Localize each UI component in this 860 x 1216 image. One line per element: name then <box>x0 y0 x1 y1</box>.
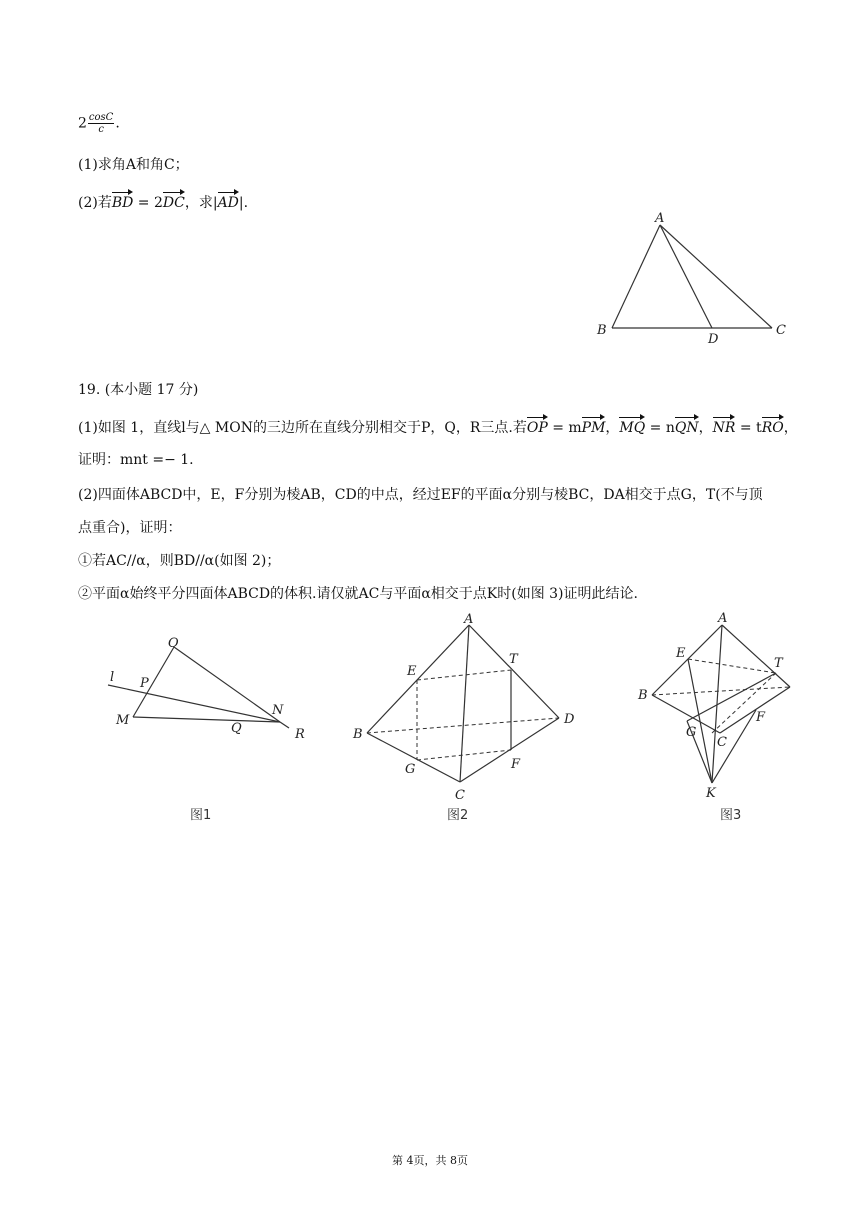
q19-part2-line1: (2)四面体ABCD中，E，F分别为棱AB，CD的中点，经过EF的平面α分别与棱BC，DA相交于点G，T(不与顶 <box>78 487 763 503</box>
label-l: l <box>110 670 115 685</box>
label-E: E <box>407 664 417 679</box>
q18-triangle-figure <box>590 210 800 350</box>
label-E: E <box>676 646 686 661</box>
label-C: C <box>776 323 786 338</box>
q18-part2: (2)若BD = 2DC，求|AD|. <box>78 190 248 213</box>
q19-item2: ②平面α始终平分四面体ABCD的体积.请仅就AC与平面α相交于点K时(如图 3)证明此结论. <box>78 586 638 602</box>
q19-item1: ①若AC//α，则BD//α(如图 2)； <box>78 553 281 569</box>
label-T: T <box>509 652 518 667</box>
q18-condition-tail: 2 $\frac{\cos C}{c}$ . <box>78 112 120 135</box>
label-B: B <box>638 688 648 703</box>
label-Q: Q <box>231 721 242 736</box>
label-D: D <box>708 332 719 347</box>
label-R: R <box>295 727 305 742</box>
q18-part1: (1)求角A和角C； <box>78 157 189 173</box>
label-P: P <box>140 676 149 691</box>
label-B: B <box>597 323 607 338</box>
q19-part1-line2: 证明：mnt =− 1. <box>78 452 194 468</box>
label-G: G <box>405 762 416 777</box>
label-O: O <box>168 636 179 651</box>
label-D: D <box>564 712 575 727</box>
q19-header: 19. (本小题 17 分) <box>78 382 199 398</box>
figure-2-caption: 图2 <box>447 808 469 823</box>
label-N: N <box>272 703 284 718</box>
label-K: K <box>706 786 716 801</box>
q19-part1-line1: (1)如图 1，直线l与△ MON的三边所在直线分别相交于P，Q，R三点.若OP = mPM，MQ = nQN，NR = tRO， <box>78 415 798 438</box>
label-A: A <box>464 612 474 627</box>
label-B: B <box>353 727 363 742</box>
figure-3 <box>630 605 830 835</box>
cos-fraction: $\frac{\cos C}{c}$ <box>88 112 114 135</box>
label-G: G <box>686 725 697 740</box>
figure-3-caption: 图3 <box>720 808 742 823</box>
label-C: C <box>717 735 727 750</box>
label-T: T <box>774 656 783 671</box>
label-A: A <box>655 211 665 226</box>
figure-2 <box>345 605 595 835</box>
page-footer: 第 4页，共 8页 <box>392 1154 468 1167</box>
q19-part2-line2: 点重合)，证明： <box>78 520 182 536</box>
label-A: A <box>718 611 728 626</box>
figure-1 <box>100 625 330 835</box>
figure-1-caption: 图1 <box>190 808 212 823</box>
label-F: F <box>756 710 766 725</box>
label-C: C <box>455 788 465 803</box>
label-M: M <box>116 713 130 728</box>
label-F: F <box>511 757 521 772</box>
